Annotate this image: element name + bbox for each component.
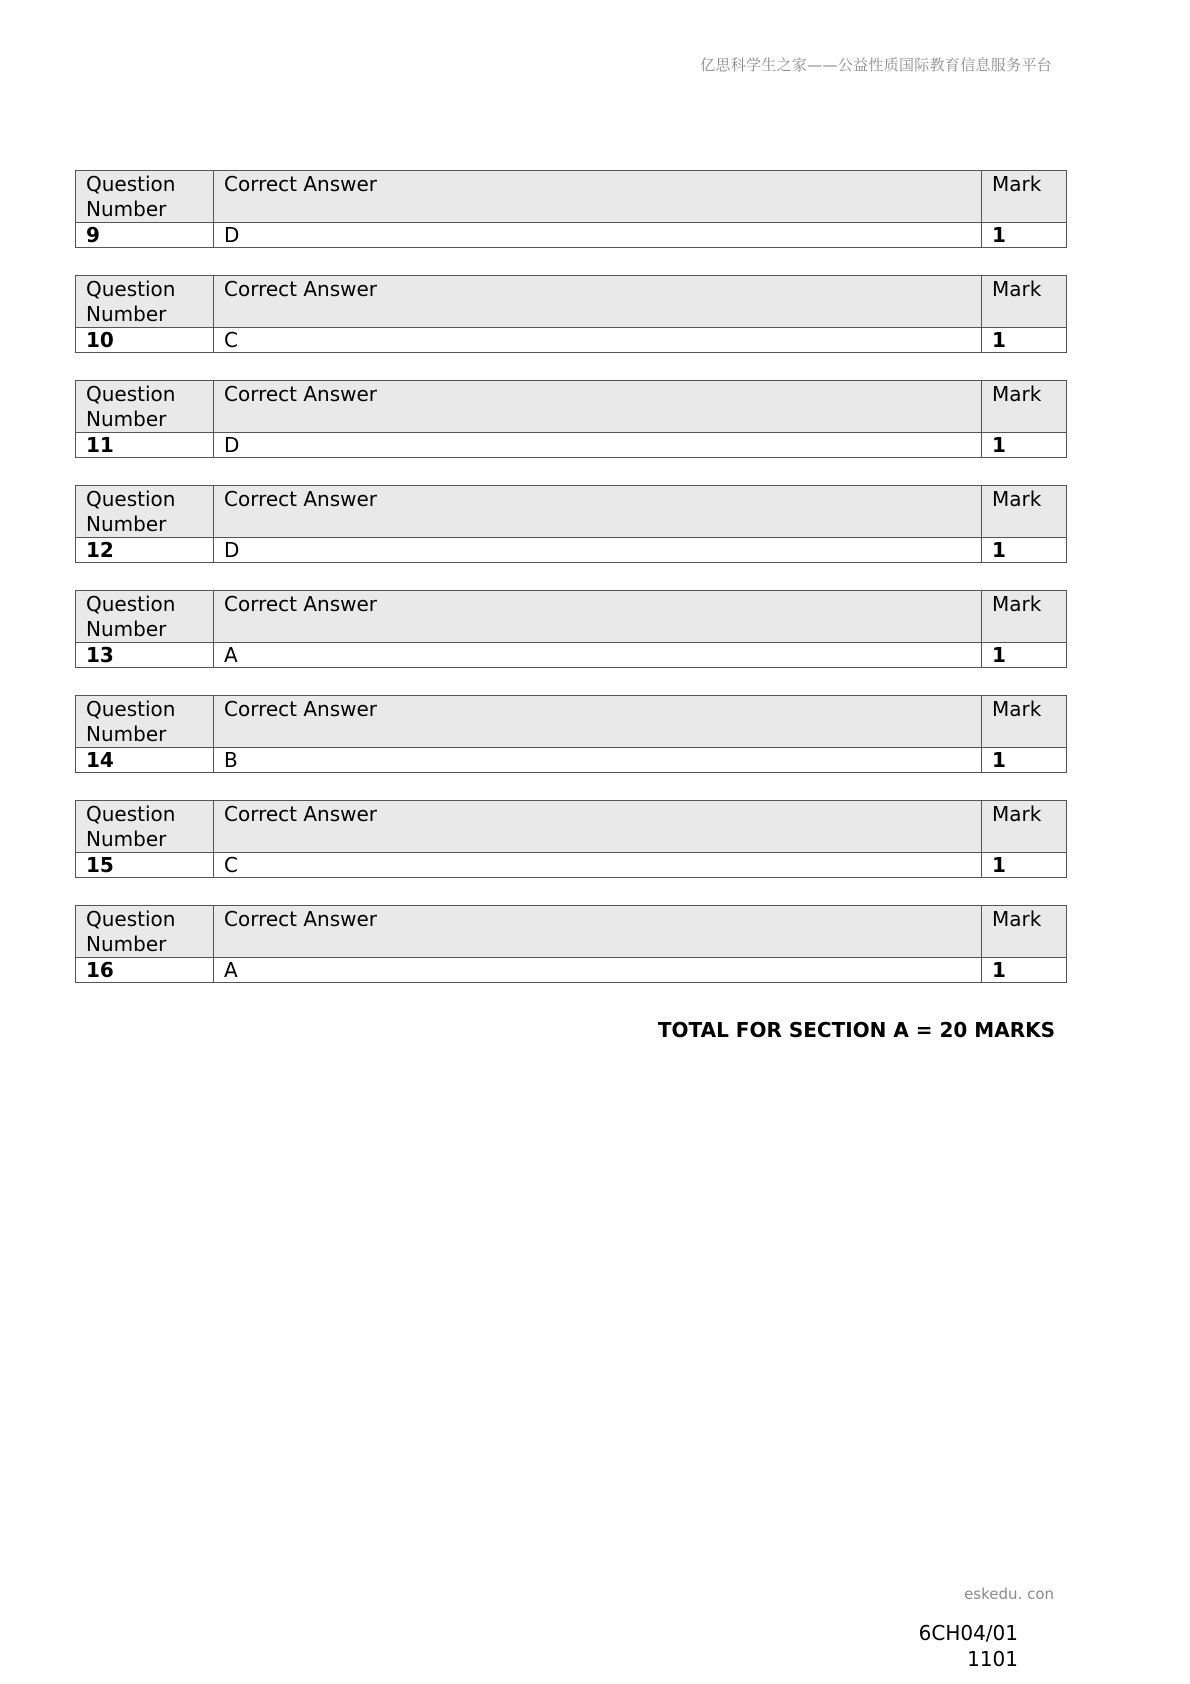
header-question-number bbox=[76, 591, 214, 643]
header-correct-answer: Correct Answer bbox=[214, 696, 982, 748]
correct-answer: A bbox=[214, 643, 982, 668]
table-header-row bbox=[76, 171, 1067, 223]
header-correct-answer: Correct Answer bbox=[214, 801, 982, 853]
header-number-label: Number bbox=[86, 407, 167, 431]
question-number: 15 bbox=[76, 853, 214, 878]
session-code: 1101 bbox=[967, 1647, 1018, 1671]
table-header-row bbox=[76, 591, 1067, 643]
header-question-number bbox=[76, 906, 214, 958]
mark-value: 1 bbox=[982, 958, 1067, 983]
header-question-number bbox=[76, 801, 214, 853]
table-header-row bbox=[76, 486, 1067, 538]
header-question-number bbox=[76, 696, 214, 748]
header-number-label: Number bbox=[86, 932, 167, 956]
mark-value: 1 bbox=[982, 643, 1067, 668]
header-question-label: Question bbox=[86, 802, 176, 826]
answer-tables bbox=[75, 170, 1067, 1010]
table-header-row bbox=[76, 696, 1067, 748]
header-number-label: Number bbox=[86, 302, 167, 326]
question-table bbox=[75, 485, 1067, 563]
question-number: 14 bbox=[76, 748, 214, 773]
header-mark: Mark bbox=[982, 486, 1067, 538]
header-question-label: Question bbox=[86, 487, 176, 511]
header-question-label: Question bbox=[86, 172, 176, 196]
header-question-label: Question bbox=[86, 907, 176, 931]
correct-answer: D bbox=[214, 223, 982, 248]
question-table bbox=[75, 905, 1067, 983]
header-mark: Mark bbox=[982, 801, 1067, 853]
question-number: 16 bbox=[76, 958, 214, 983]
table-row bbox=[76, 538, 1067, 563]
correct-answer: D bbox=[214, 433, 982, 458]
correct-answer: D bbox=[214, 538, 982, 563]
section-total: TOTAL FOR SECTION A = 20 MARKS bbox=[657, 1018, 1055, 1042]
table-header-row bbox=[76, 906, 1067, 958]
header-question-number bbox=[76, 171, 214, 223]
table-header-row bbox=[76, 276, 1067, 328]
table-row bbox=[76, 748, 1067, 773]
header-correct-answer: Correct Answer bbox=[214, 171, 982, 223]
header-question-number bbox=[76, 381, 214, 433]
question-table bbox=[75, 800, 1067, 878]
header-correct-answer: Correct Answer bbox=[214, 486, 982, 538]
question-table bbox=[75, 275, 1067, 353]
correct-answer: A bbox=[214, 958, 982, 983]
header-question-label: Question bbox=[86, 592, 176, 616]
table-row bbox=[76, 328, 1067, 353]
header-mark: Mark bbox=[982, 381, 1067, 433]
header-question-label: Question bbox=[86, 277, 176, 301]
table-row bbox=[76, 853, 1067, 878]
question-table bbox=[75, 695, 1067, 773]
correct-answer: B bbox=[214, 748, 982, 773]
header-mark: Mark bbox=[982, 696, 1067, 748]
correct-answer: C bbox=[214, 853, 982, 878]
header-number-label: Number bbox=[86, 827, 167, 851]
table-header-row bbox=[76, 801, 1067, 853]
table-row bbox=[76, 223, 1067, 248]
footer-site: eskedu. con bbox=[964, 1585, 1054, 1603]
header-question-label: Question bbox=[86, 697, 176, 721]
mark-value: 1 bbox=[982, 328, 1067, 353]
question-number: 13 bbox=[76, 643, 214, 668]
table-row bbox=[76, 958, 1067, 983]
header-question-number bbox=[76, 486, 214, 538]
mark-value: 1 bbox=[982, 748, 1067, 773]
paper-code: 6CH04/01 bbox=[918, 1621, 1018, 1645]
question-number: 11 bbox=[76, 433, 214, 458]
footer-code bbox=[919, 1620, 1018, 1672]
correct-answer: C bbox=[214, 328, 982, 353]
header-mark: Mark bbox=[982, 591, 1067, 643]
question-table bbox=[75, 380, 1067, 458]
header-mark: Mark bbox=[982, 906, 1067, 958]
header-question-label: Question bbox=[86, 382, 176, 406]
mark-value: 1 bbox=[982, 538, 1067, 563]
mark-value: 1 bbox=[982, 433, 1067, 458]
header-correct-answer: Correct Answer bbox=[214, 381, 982, 433]
header-question-number bbox=[76, 276, 214, 328]
header-number-label: Number bbox=[86, 197, 167, 221]
header-correct-answer: Correct Answer bbox=[214, 276, 982, 328]
mark-value: 1 bbox=[982, 853, 1067, 878]
header-number-label: Number bbox=[86, 512, 167, 536]
header-watermark: 亿思科学生之家——公益性质国际教育信息服务平台 bbox=[700, 56, 1052, 74]
table-header-row bbox=[76, 381, 1067, 433]
table-row bbox=[76, 433, 1067, 458]
question-number: 12 bbox=[76, 538, 214, 563]
header-correct-answer: Correct Answer bbox=[214, 591, 982, 643]
question-table bbox=[75, 170, 1067, 248]
header-number-label: Number bbox=[86, 617, 167, 641]
header-correct-answer: Correct Answer bbox=[214, 906, 982, 958]
question-table bbox=[75, 590, 1067, 668]
table-row bbox=[76, 643, 1067, 668]
question-number: 10 bbox=[76, 328, 214, 353]
question-number: 9 bbox=[76, 223, 214, 248]
header-number-label: Number bbox=[86, 722, 167, 746]
header-mark: Mark bbox=[982, 276, 1067, 328]
header-mark: Mark bbox=[982, 171, 1067, 223]
mark-value: 1 bbox=[982, 223, 1067, 248]
